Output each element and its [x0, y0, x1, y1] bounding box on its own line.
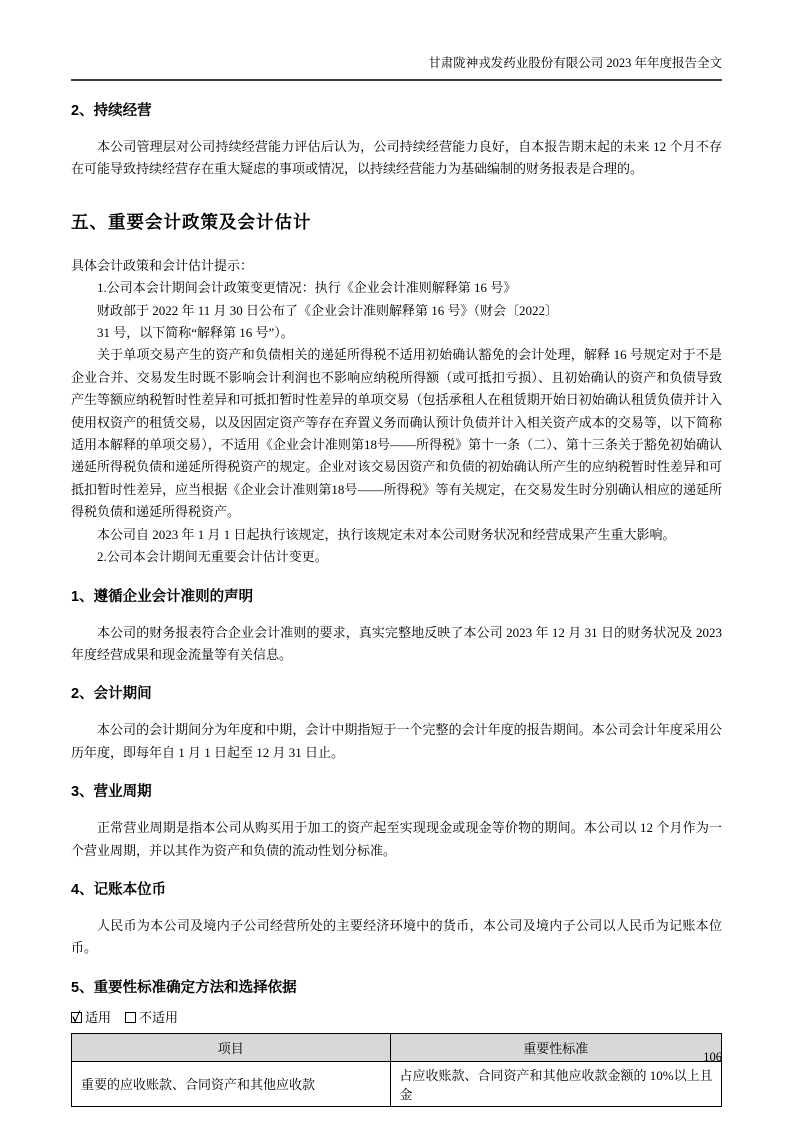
- paragraph-functional-currency: 人民币为本公司及境内子公司经营所处的主要经济环境中的货币，本公司及境内子公司以人民币为记账本位币。: [71, 917, 722, 956]
- heading-going-concern: 2、持续经营: [71, 103, 152, 119]
- paragraph-policy-change-line3: 31 号，以下简称“解释第 16 号”）。: [97, 325, 294, 341]
- paragraph-compliance-statement: 本公司的财务报表符合企业会计准则的要求，真实完整地反映了本公司 2023 年 12 月 31 日的财务状况及 2023 年度经营成果和现金流量等有关信息。: [71, 624, 722, 662]
- table-header-standard: 重要性标准: [390, 1033, 722, 1061]
- not-applicable-label: 不适用: [139, 1009, 179, 1025]
- table-header-row: [72, 1033, 722, 1061]
- heading-operating-cycle: 3、营业周期: [71, 784, 152, 801]
- heading-accounting-period: 2、会计期间: [71, 686, 152, 703]
- table-row: [72, 1061, 722, 1106]
- not-applicable-option: [125, 1009, 178, 1027]
- applicability-row: [71, 1009, 722, 1027]
- report-title: 甘肃陇神戎发药业股份有限公司 2023 年年度报告全文: [428, 56, 722, 70]
- page-header: [71, 0, 722, 81]
- heading-compliance-statement: 1、遵循企业会计准则的声明: [71, 588, 254, 605]
- paragraph-policy-change-line1: 1.公司本会计期间会计政策变更情况：执行《企业会计准则解释第 16 号》: [97, 280, 517, 296]
- table-header-item: 项目: [72, 1033, 391, 1061]
- paragraph-accounting-period: 本公司的会计期间分为年度和中期，会计中期指短于一个完整的会计年度的报告期间。本公司会计年度采用公历年度，即每年自 1 月 1 日起至 12 月 31 日止。: [71, 722, 722, 760]
- paragraph-policy-effect: 本公司自 2023 年 1 月 1 日起执行该规定，执行该规定未对本公司财务状况和经营成果产生重大影响。: [97, 526, 676, 542]
- heading-materiality-standard: 5、重要性标准确定方法和选择依据: [71, 979, 297, 996]
- materiality-table: [71, 1033, 722, 1107]
- paragraph-policies-intro: 具体会计政策和会计估计提示：: [71, 257, 254, 273]
- unchecked-checkbox-icon: [125, 1012, 136, 1023]
- paragraph-estimate-change: 2.公司本会计期间无重要会计估计变更。: [97, 549, 328, 565]
- paragraph-operating-cycle: 正常营业周期是指本公司从购买用于加工的资产起至实现现金或现金等价物的期间。本公司以 12 个月作为一个营业周期，并以其作为资产和负债的流动性划分标准。: [71, 820, 722, 858]
- heading-functional-currency: 4、记账本位币: [71, 881, 167, 898]
- paragraph-policy-change-line2: 财政部于 2022 年 11 月 30 日公布了《企业会计准则解释第 16 号》（财会〔2022〕: [97, 302, 559, 318]
- paragraph-deferred-tax: 关于单项交易产生的资产和负债相关的递延所得税不适用初始确认豁免的会计处理，解释 16 号规定对于不是企业合并、交易发生时既不影响会计利润也不影响应纳税所得额（或可抵扣亏损）、且初始确认的资产和负债导致产生等额应纳税暂时性差异和可抵扣暂时性差异的单项交易（包括承租人在租赁期开始日初始确认租赁负债并计入使用权资产的租赁交易，以及因固定资产等存在弃置义务而确认预计负债并计入相关资产成本的交易等，以下简称适用本解释的单项交易），不适用《企业会计准则第18号——所得税》第十一条（二）、第十三条关于豁免初始确认递延所得税负债和递延所得税资产的规定。企业对该交易因资产和负债的初始确认所产生的应纳税暂时性差异和可抵扣暂时性差异，应当根据《企业会计准则第18号——所得税》等有关规定，在交易发生时分别确认相应的递延所得税负债和递延所得税资产。: [71, 347, 722, 520]
- applicable-label: 适用: [85, 1009, 112, 1025]
- table-cell-standard: 占应收账款、合同资产和其他应收款金额的 10%以上且金: [390, 1061, 722, 1106]
- page-number: 106: [703, 1050, 722, 1064]
- applicable-option: [71, 1009, 111, 1027]
- checked-checkbox-icon: [71, 1012, 82, 1023]
- heading-section-five: 五、重要会计政策及会计估计: [71, 211, 312, 232]
- paragraph-going-concern: 本公司管理层对公司持续经营能力评估后认为，公司持续经营能力良好，自本报告期末起的未来 12 个月不存在可能导致持续经营存在重大疑虑的事项或情况，以持续经营能力为基础编制的财务报表是合理的。: [71, 139, 722, 177]
- table-cell-item: 重要的应收账款、合同资产和其他应收款: [72, 1061, 391, 1106]
